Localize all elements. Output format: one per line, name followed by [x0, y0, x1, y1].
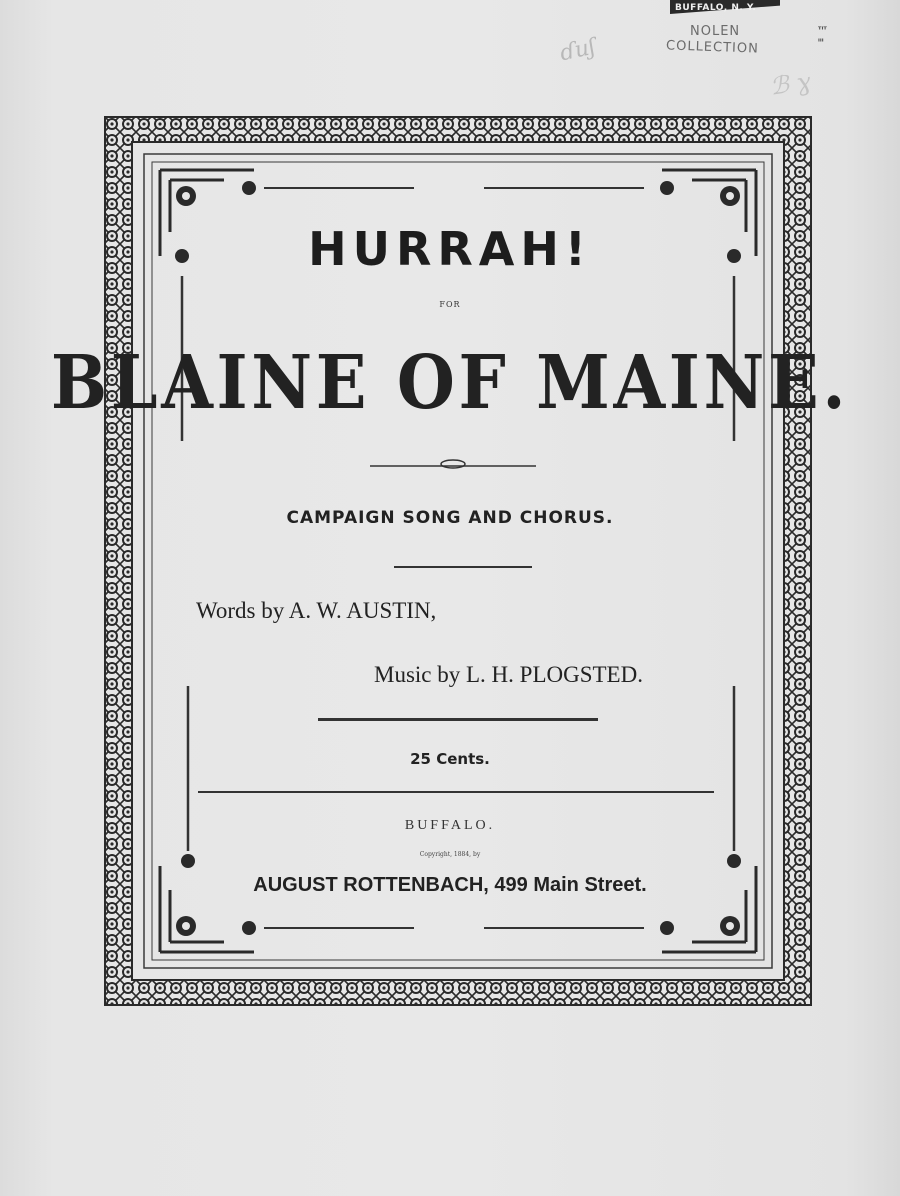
flourish-divider — [370, 456, 536, 472]
pencil-mark: ɗuʃ — [557, 34, 598, 67]
title-hurrah: HURRAH! — [308, 222, 592, 276]
pencil-mark: ℬ ɣ — [768, 67, 813, 101]
genre-subtitle: CAMPAIGN SONG AND CHORUS. — [286, 508, 614, 528]
thick-rule — [318, 718, 598, 721]
stamp-city: BUFFALO, N. Y. — [675, 3, 757, 13]
city-text: BUFFALO. — [404, 818, 496, 833]
composer-credit: Music by L. H. PLOGSTED. — [374, 662, 643, 687]
lyricist-credit: Words by A. W. AUSTIN, — [196, 598, 437, 623]
for-text: FOR — [439, 300, 461, 309]
stamp-nolen: NOLEN — [690, 24, 741, 39]
short-rule — [394, 566, 532, 568]
price-text: 25 Cents. — [410, 750, 490, 768]
publisher-text: AUGUST ROTTENBACH, 499 Main Street. — [253, 874, 647, 896]
shelf-mark: ᵀᴵᵀ ᴵᴵᴵ — [818, 25, 827, 46]
long-rule — [198, 791, 714, 793]
title-blaine-of-maine: BLAINE OF MAINE. — [50, 340, 850, 426]
copyright-text: Copyright, 1884, by — [419, 851, 481, 858]
stamp-collection: COLLECTION — [665, 38, 760, 57]
